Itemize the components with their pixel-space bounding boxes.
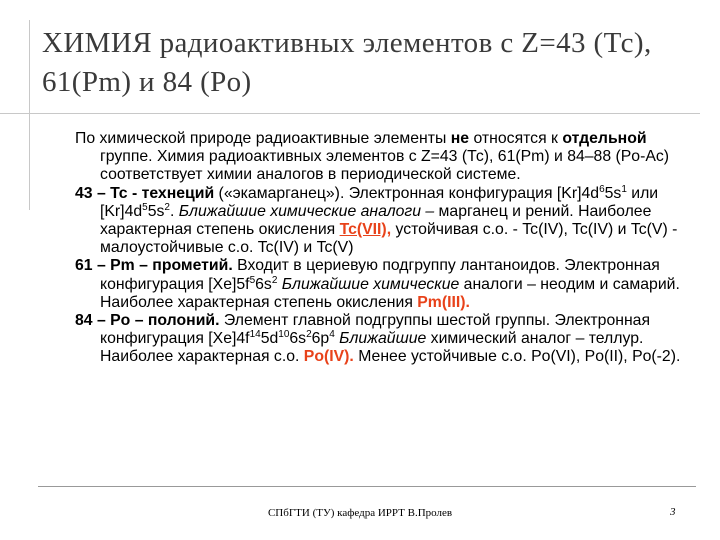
intro-paragraph	[75, 130, 695, 185]
tc-analogs-italic: Ближайшие химические аналоги –	[178, 202, 435, 220]
pm-text: аналоги – неодим и самарий. Наиболее характерная степень окисления	[100, 275, 680, 311]
slide-title: ХИМИЯ радиоактивных элементов с Z=43 (Тс), 61(Pm) и 84 (Po)	[42, 27, 652, 98]
pm-text: Входит в цериевую подгруппу лантаноидов. Электронная конфигурация [Xe]5f	[100, 257, 660, 293]
po-analogs-italic: Ближайшие	[339, 330, 427, 348]
tc-superscript: 2	[164, 201, 170, 213]
page-number: 3	[670, 506, 676, 518]
tc-text: .	[169, 202, 179, 220]
footer-credit: СПбГТИ (ТУ) кафедра ИРРТ В.Пролев	[267, 507, 453, 519]
pm-oxidation-state: Pm(III).	[417, 293, 470, 311]
tc-text: устойчивая с.о. - Tc(IV), Tc(IV) и Tc(V) - малоустойчивые с.о. Tc(IV) и Tc(V)	[100, 221, 678, 257]
footer-divider	[38, 486, 696, 487]
po-text: 5d	[260, 330, 279, 348]
pm-paragraph	[75, 257, 695, 312]
tc-superscript: 1	[621, 183, 627, 195]
pm-superscript: 2	[271, 274, 278, 286]
tc-text: 5s	[147, 202, 165, 220]
po-superscript: 10	[278, 329, 290, 341]
pm-superscript: 5	[249, 274, 256, 286]
pm-heading: 61 – Pm – прометий.	[75, 257, 233, 275]
tc-heading: 43 – Тс - технеций	[75, 184, 215, 202]
tc-text: или [Kr]4d	[100, 184, 659, 220]
po-text: Элемент главной подгруппы шестой группы. Электронная конфигурация [Xe]4f	[100, 312, 651, 348]
po-text: Менее устойчивые с.о. Po(VI), Po(II), Po(-2).	[353, 348, 681, 366]
po-text: химический аналог – теллур. Наиболее характерная с.о.	[100, 330, 644, 366]
po-text: 6s	[289, 330, 307, 348]
po-heading: 84 – Po – полоний.	[75, 312, 220, 330]
po-superscript: 2	[306, 329, 312, 341]
tc-text: («экамарганец»). Электронная конфигурация [Kr]4d	[214, 184, 600, 202]
tc-oxidation-state: Tc(VII),	[339, 221, 392, 239]
tc-paragraph	[75, 185, 695, 258]
po-text: 6p	[311, 330, 330, 348]
intro-text: По химической природе радиоактивные элементы	[75, 130, 451, 147]
po-oxidation-state: Po(IV).	[303, 348, 354, 366]
intro-text: группе. Химия радиоактивных элементов с Z=43 (Тс), 61(Pm) и 84–88 (Po-Ac) соответствует химии аналогов в периодической системе.	[100, 148, 670, 184]
po-paragraph	[75, 312, 695, 367]
frame-horizontal-line	[0, 113, 700, 114]
tc-text: марганец и рений. Наиболее характерная степень окисления	[100, 202, 652, 239]
pm-analogs-italic: Ближайшие химические	[281, 275, 460, 293]
slide-body	[75, 130, 695, 367]
po-superscript: 4	[329, 329, 335, 341]
tc-text: 5s	[604, 184, 622, 202]
intro-not: не	[450, 130, 470, 147]
intro-separate: отдельной	[562, 130, 647, 147]
tc-superscript: 5	[142, 201, 148, 213]
pm-text: 6s	[255, 275, 272, 293]
intro-text: относятся к	[469, 130, 563, 147]
po-superscript: 14	[249, 329, 261, 341]
tc-superscript: 6	[599, 183, 605, 195]
frame-vertical-line	[29, 20, 30, 210]
